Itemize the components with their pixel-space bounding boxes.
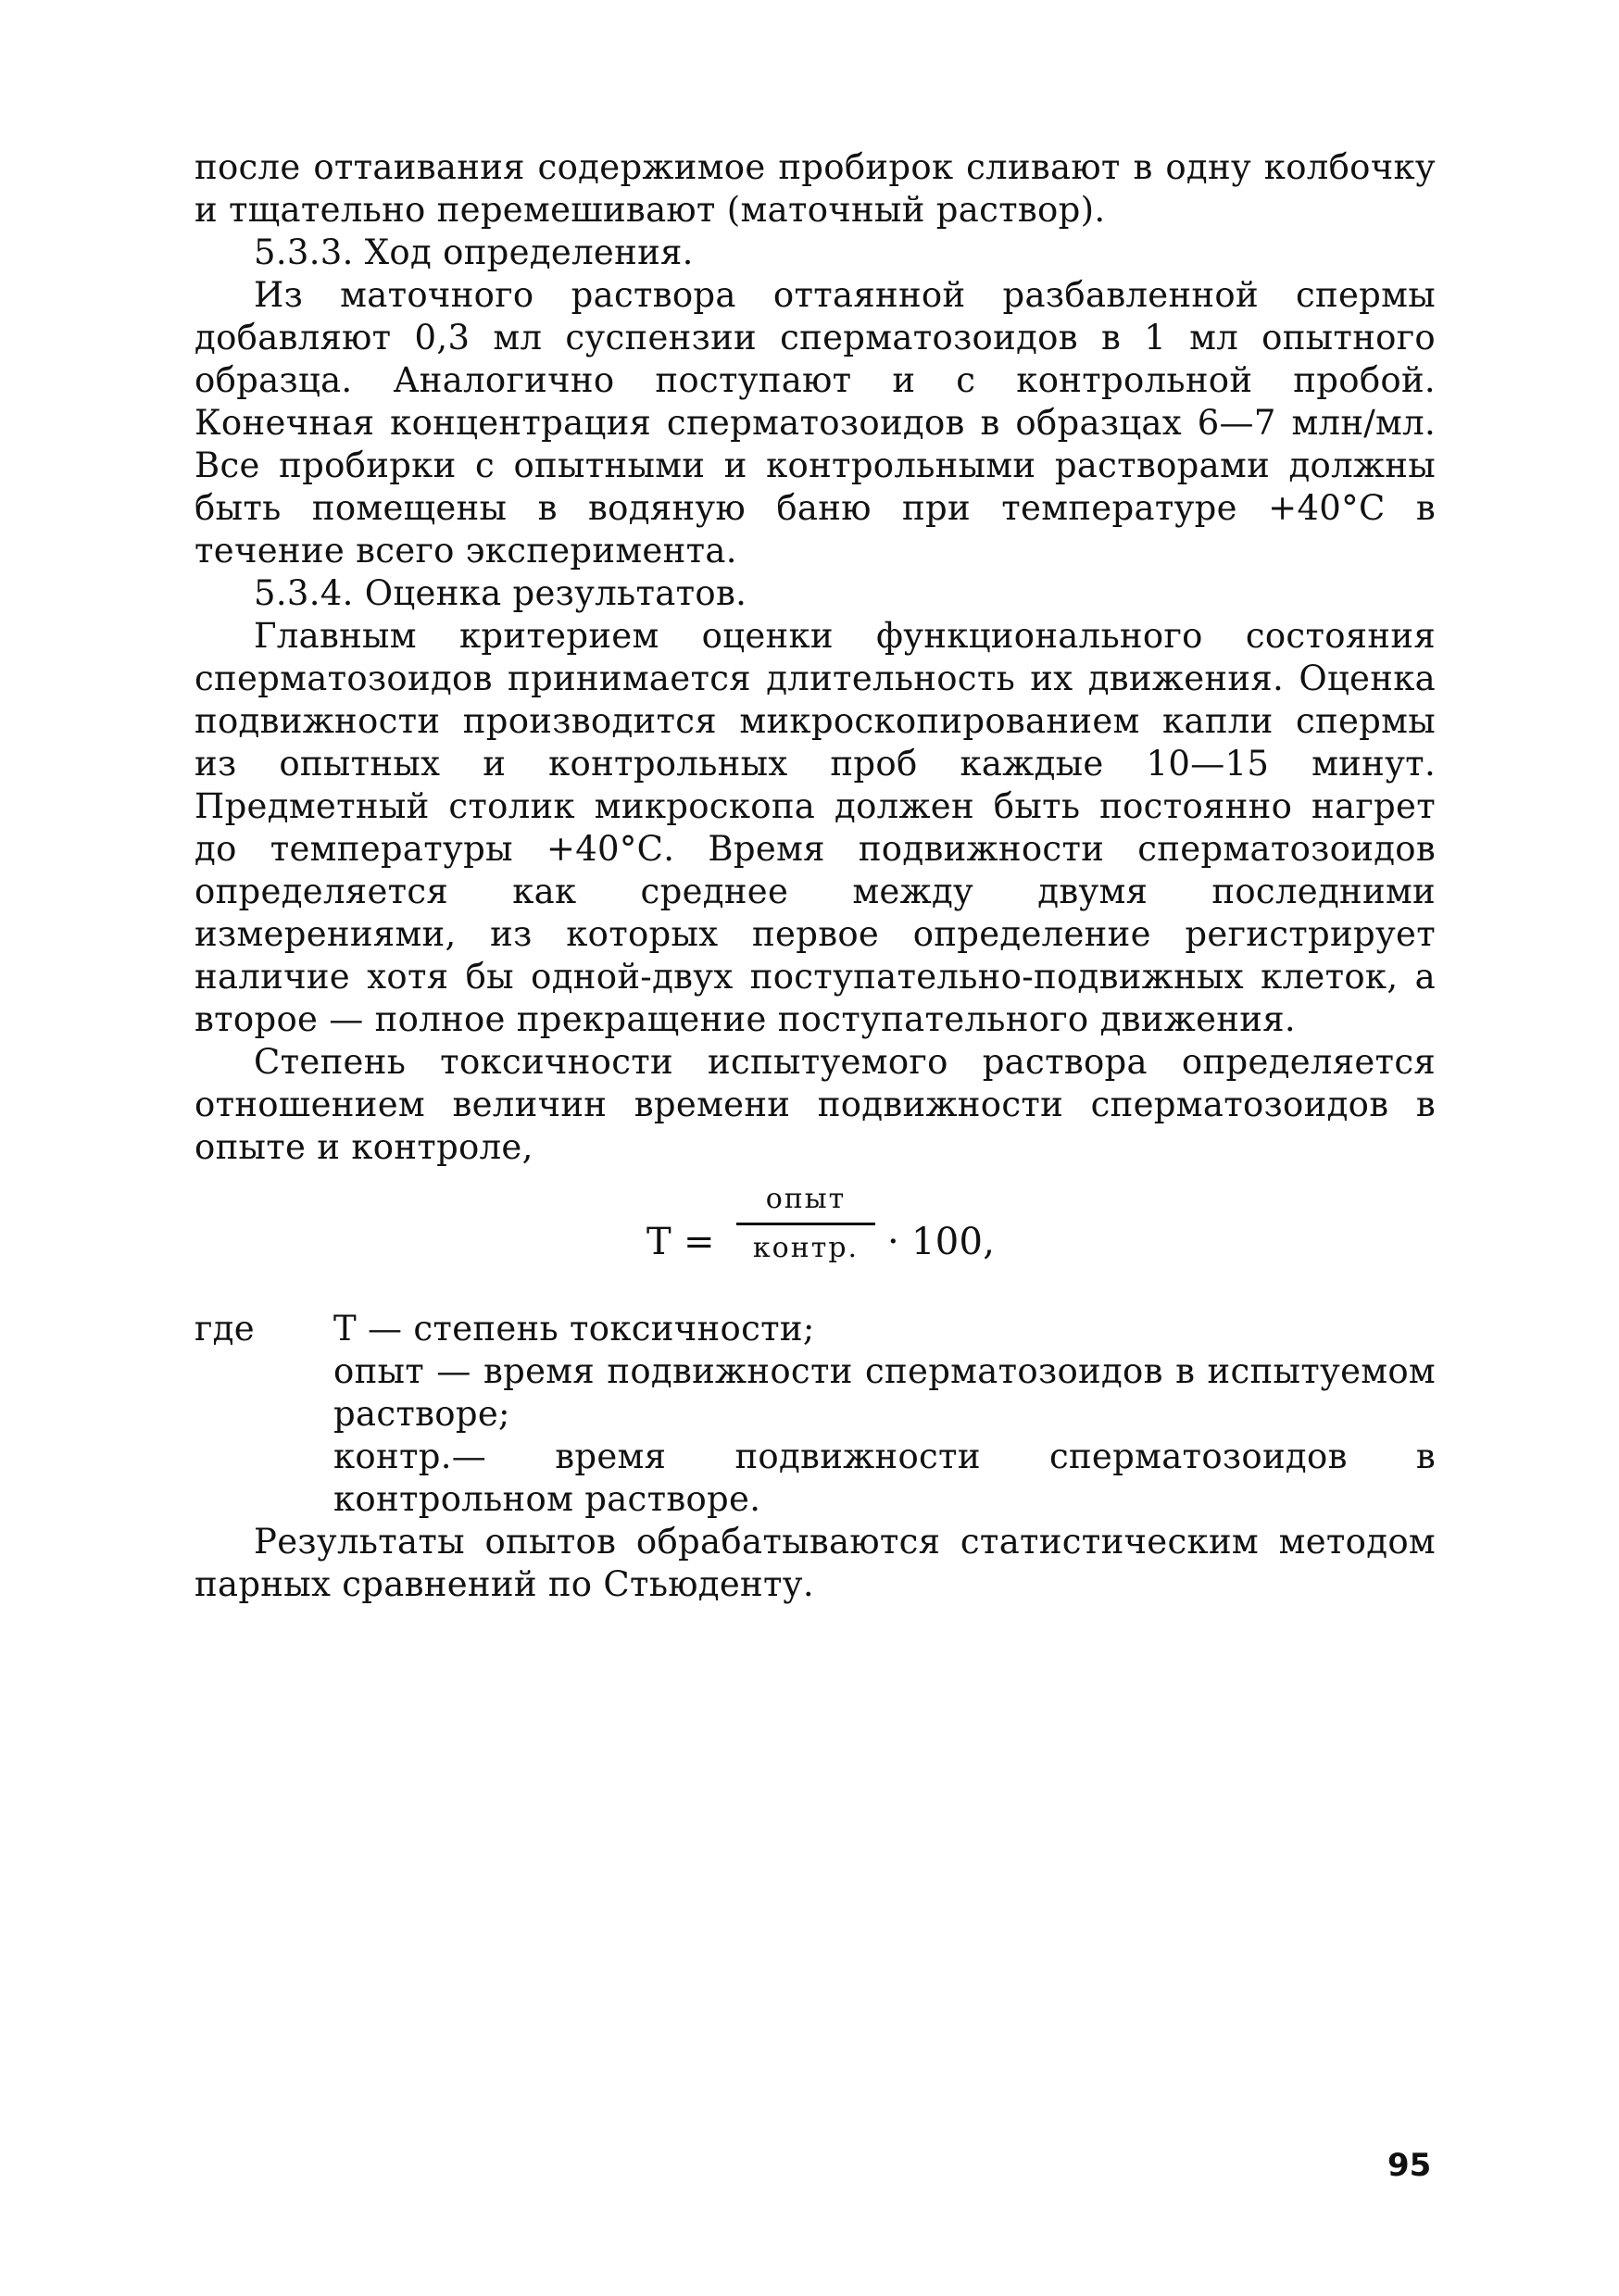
body-text — [195, 146, 1436, 1606]
page-number: 95 — [1387, 2147, 1432, 2184]
definition-opyt: опыт — время подвижности сперматозоидов в испытуемом растворе; — [333, 1351, 1436, 1434]
definition-t: Т — степень токсичности; — [333, 1309, 815, 1349]
definition-list — [333, 1308, 1436, 1521]
formula-fraction — [736, 1182, 875, 1266]
paragraph-procedure: Из маточного раствора оттаянной разбавленной спермы добавляют 0,3 мл суспензии сперматозоидов в 1 мл опытного образца. Аналогично поступают и с контрольной пробой. Конечная концентрация сперматозоидов в образцах 6—7 млн/мл. Все пробирки с опытными и контрольными растворами должны быть помещены в водяную баню при температуре +40°С в течение всего эксперимента. — [195, 275, 1436, 571]
formula-denominator: контр. — [752, 1232, 860, 1264]
paragraph-closing: Результаты опытов обрабатываются статистическим методом парных сравнений по Стьюденту. — [195, 1522, 1436, 1604]
formula-rhs: · 100, — [887, 1221, 996, 1263]
fraction-bar — [736, 1223, 875, 1225]
definition-kontr: контр.— время подвижности сперматозоидов в контрольном растворе. — [333, 1437, 1436, 1519]
toxicity-formula — [195, 1182, 1436, 1302]
section-heading-5-3-4: 5.3.4. Оценка результатов. — [254, 573, 747, 613]
where-label: где — [195, 1309, 255, 1349]
formula-numerator: опыт — [765, 1183, 847, 1215]
formula-definitions — [195, 1308, 1436, 1521]
section-heading-5-3-3: 5.3.3. Ход определения. — [254, 232, 694, 272]
formula-lhs: Т = — [646, 1221, 715, 1263]
paragraph-evaluation: Главным критерием оценки функционального состояния сперматозоидов принимается длительность их движения. Оценка подвижности производится микроскопированием капли спермы из опытных и контрольных проб каждые 10—15 минут. Предметный столик микроскопа должен быть постоянно нагрет до температуры +40°С. Время подвижности сперматозоидов определяется как среднее между двумя последними измерениями, из которых первое определение регистрирует наличие хотя бы одной-двух поступательно-подвижных клеток, а второе — полное прекращение поступательного движения. — [195, 616, 1436, 1039]
paragraph-toxicity: Степень токсичности испытуемого раствора определяется отношением величин времени подвижности сперматозоидов в опыте и контроле, — [195, 1042, 1436, 1167]
paragraph-continuation: после оттаивания содержимое пробирок сливают в одну колбочку и тщательно перемешивают (маточный раствор). — [195, 147, 1436, 230]
